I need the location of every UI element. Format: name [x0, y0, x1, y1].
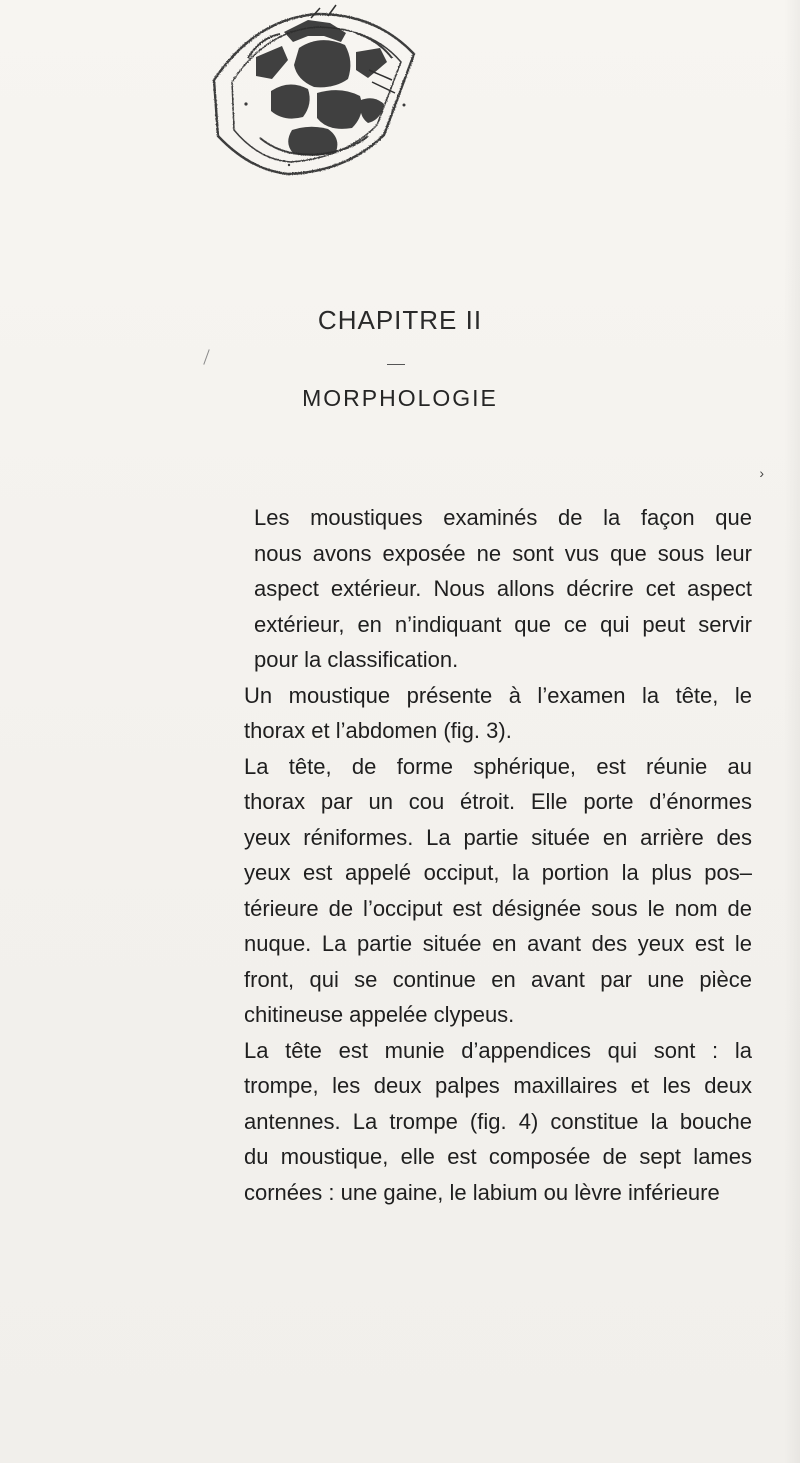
margin-mark — [203, 349, 209, 364]
page-edge-shadow — [784, 0, 800, 1463]
body-text — [232, 500, 752, 1210]
body-line-13: nuque. La partie située en avant des yeux est le — [244, 931, 752, 956]
body-line-19: du moustique, elle est composée de sept lames — [244, 1144, 752, 1169]
heading-divider — [387, 364, 405, 365]
body-line-1: Les moustiques examinés de la façon que — [254, 505, 752, 530]
section-heading: MORPHOLOGIE — [302, 385, 498, 411]
library-seal-icon — [196, 0, 436, 182]
body-line-6: Un moustique présente à l’examen la tête, le — [244, 682, 752, 708]
body-line-11: yeux est appelé occiput, la portion la plus pos– — [244, 860, 752, 885]
body-line-16: La tête est munie d’appendices qui sont : la — [244, 1037, 752, 1063]
body-line-15: chitineuse appelée clypeus. — [244, 1002, 515, 1027]
paragraph-1 — [232, 500, 752, 678]
margin-arrow: › — [759, 465, 764, 481]
body-line-12: térieure de l’occiput est désignée sous le nom de — [244, 895, 752, 921]
paragraph-3 — [232, 749, 752, 1033]
body-line-20: cornées : une gaine, le labium ou lèvre inférieure — [244, 1179, 720, 1205]
paragraph-4 — [232, 1033, 752, 1211]
body-line-8: La tête, de forme sphérique, est réunie au — [244, 753, 752, 779]
body-line-17: trompe, les deux palpes maxillaires et les deux — [244, 1073, 752, 1098]
body-line-9: thorax par un cou étroit. Elle porte d’énormes — [244, 789, 752, 814]
body-line-4: extérieur, en n’indiquant que ce qui peut servir — [254, 611, 752, 637]
body-line-2: nous avons exposée ne sont vus que sous leur — [254, 540, 752, 566]
chapter-heading: CHAPITRE II — [317, 305, 483, 335]
body-line-7: thorax et l’abdomen (fig. 3). — [244, 718, 512, 743]
body-line-5: pour la classification. — [254, 647, 459, 672]
body-line-14: front, qui se continue en avant par une pièce — [244, 966, 752, 992]
body-line-3: aspect extérieur. Nous allons décrire cet aspect — [254, 576, 752, 601]
body-line-18: antennes. La trompe (fig. 4) constitue la bouche — [244, 1108, 752, 1134]
body-line-10: yeux réniformes. La partie située en arrière des — [244, 824, 752, 850]
paragraph-2 — [232, 678, 752, 749]
seal-drawing — [196, 0, 436, 182]
